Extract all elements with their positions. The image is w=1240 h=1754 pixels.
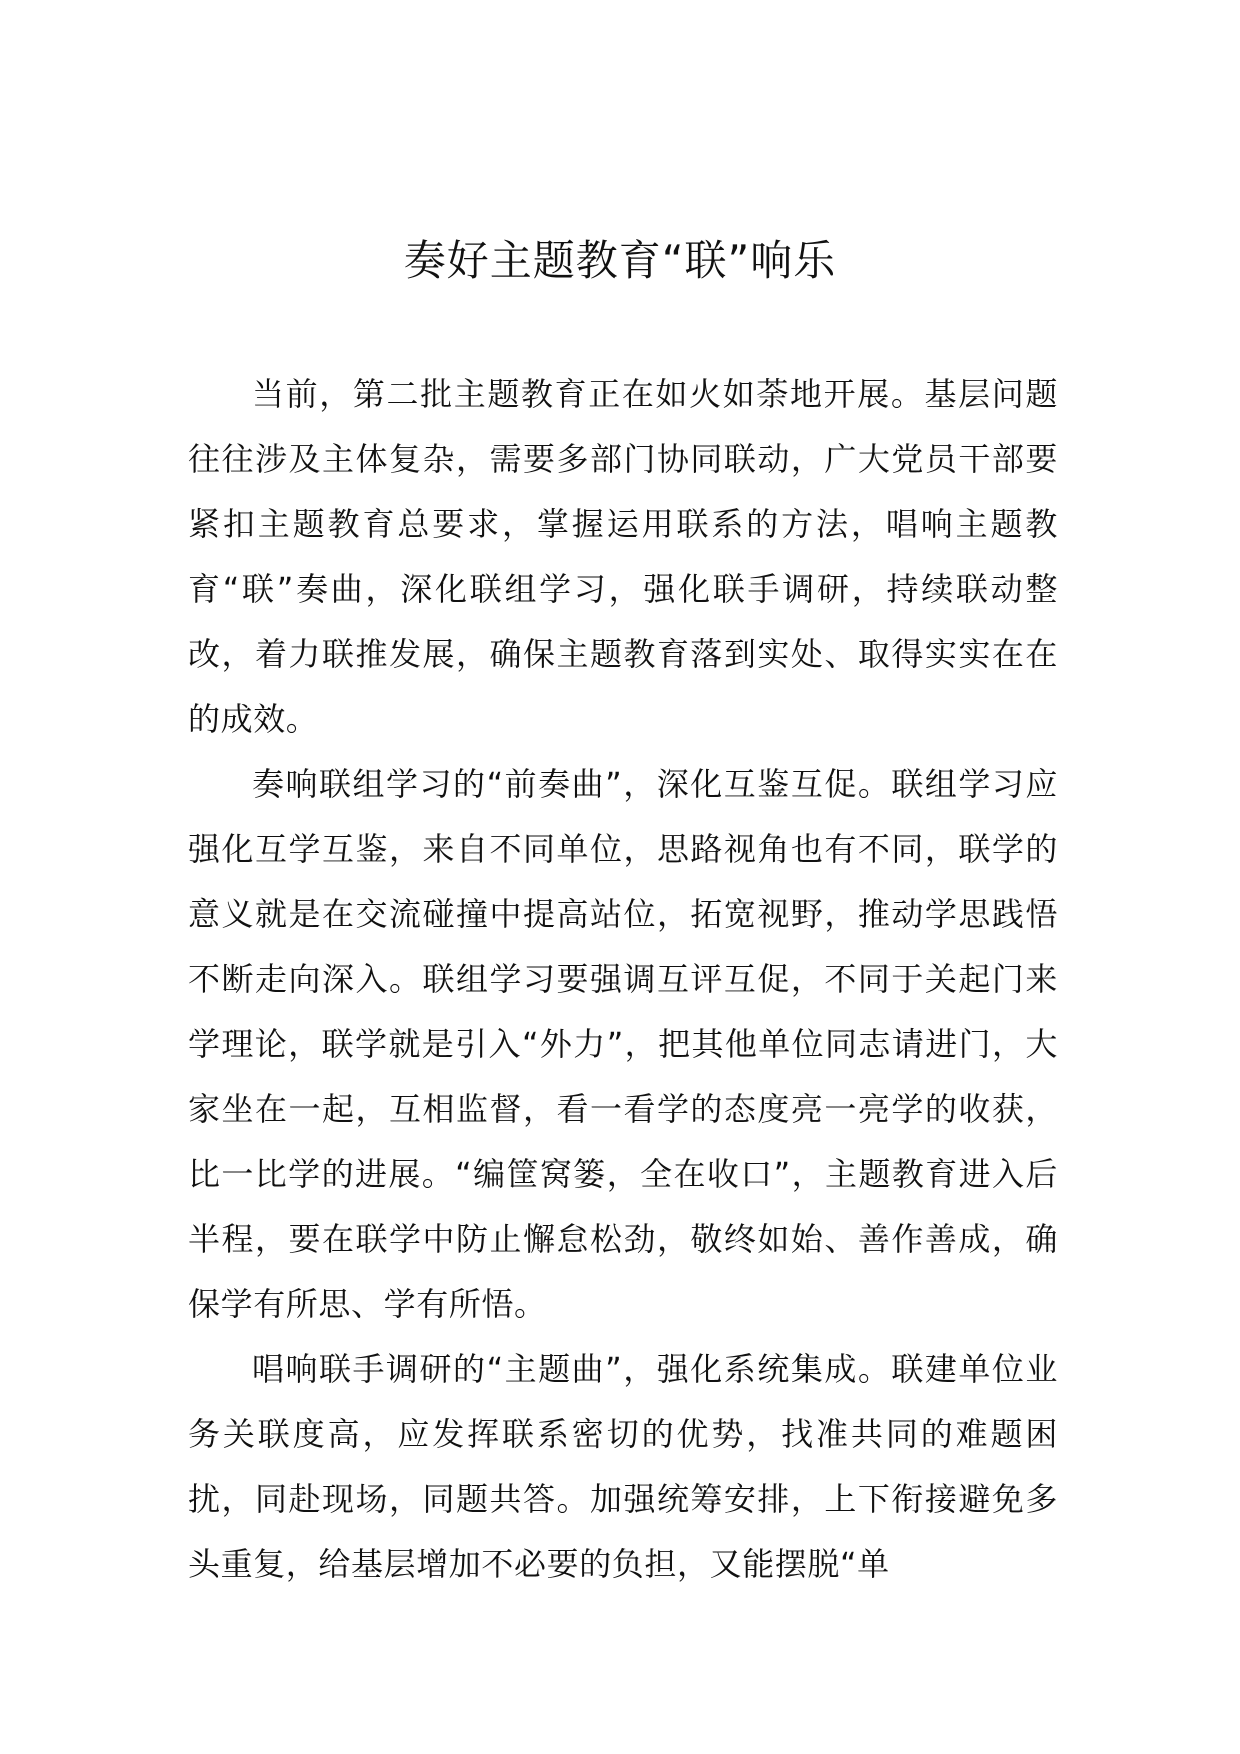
paragraph-2: 奏响联组学习的“前奏曲”，深化互鉴互促。联组学习应强化互学互鉴，来自不同单位，思路视角也有不同，联学的意义就是在交流碰撞中提高站位，拓宽视野，推动学思践悟不断走向深入。联组学习要强调互评互促，不同于关起门来学理论，联学就是引入“外力”，把其他单位同志请进门，大家坐在一起，互相监督，看一看学的态度亮一亮学的收获，比一比学的进展。“编筐窝篓，全在收口”，主题教育进入后半程，要在联学中防止懈怠松劲，敬终如始、善作善成，确保学有所思、学有所悟。 (188, 765, 1058, 1323)
document-title: 奏好主题教育“联”响乐 (403, 236, 837, 285)
paragraph-1: 当前，第二批主题教育正在如火如荼地开展。基层问题往往涉及主体复杂，需要多部门协同联动，广大党员干部要紧扣主题教育总要求，掌握运用联系的方法，唱响主题教育“联”奏曲，深化联组学习，强化联手调研，持续联动整改，着力联推发展，确保主题教育落到实处、取得实实在在的成效。 (188, 375, 1058, 738)
document-body (188, 362, 1058, 1597)
paragraph-3: 唱响联手调研的“主题曲”，强化系统集成。联建单位业务关联度高，应发挥联系密切的优势，找准共同的难题困扰，同赴现场，同题共答。加强统筹安排，上下衔接避免多头重复，给基层增加不必要的负担，又能摆脱“单 (188, 1350, 1058, 1583)
